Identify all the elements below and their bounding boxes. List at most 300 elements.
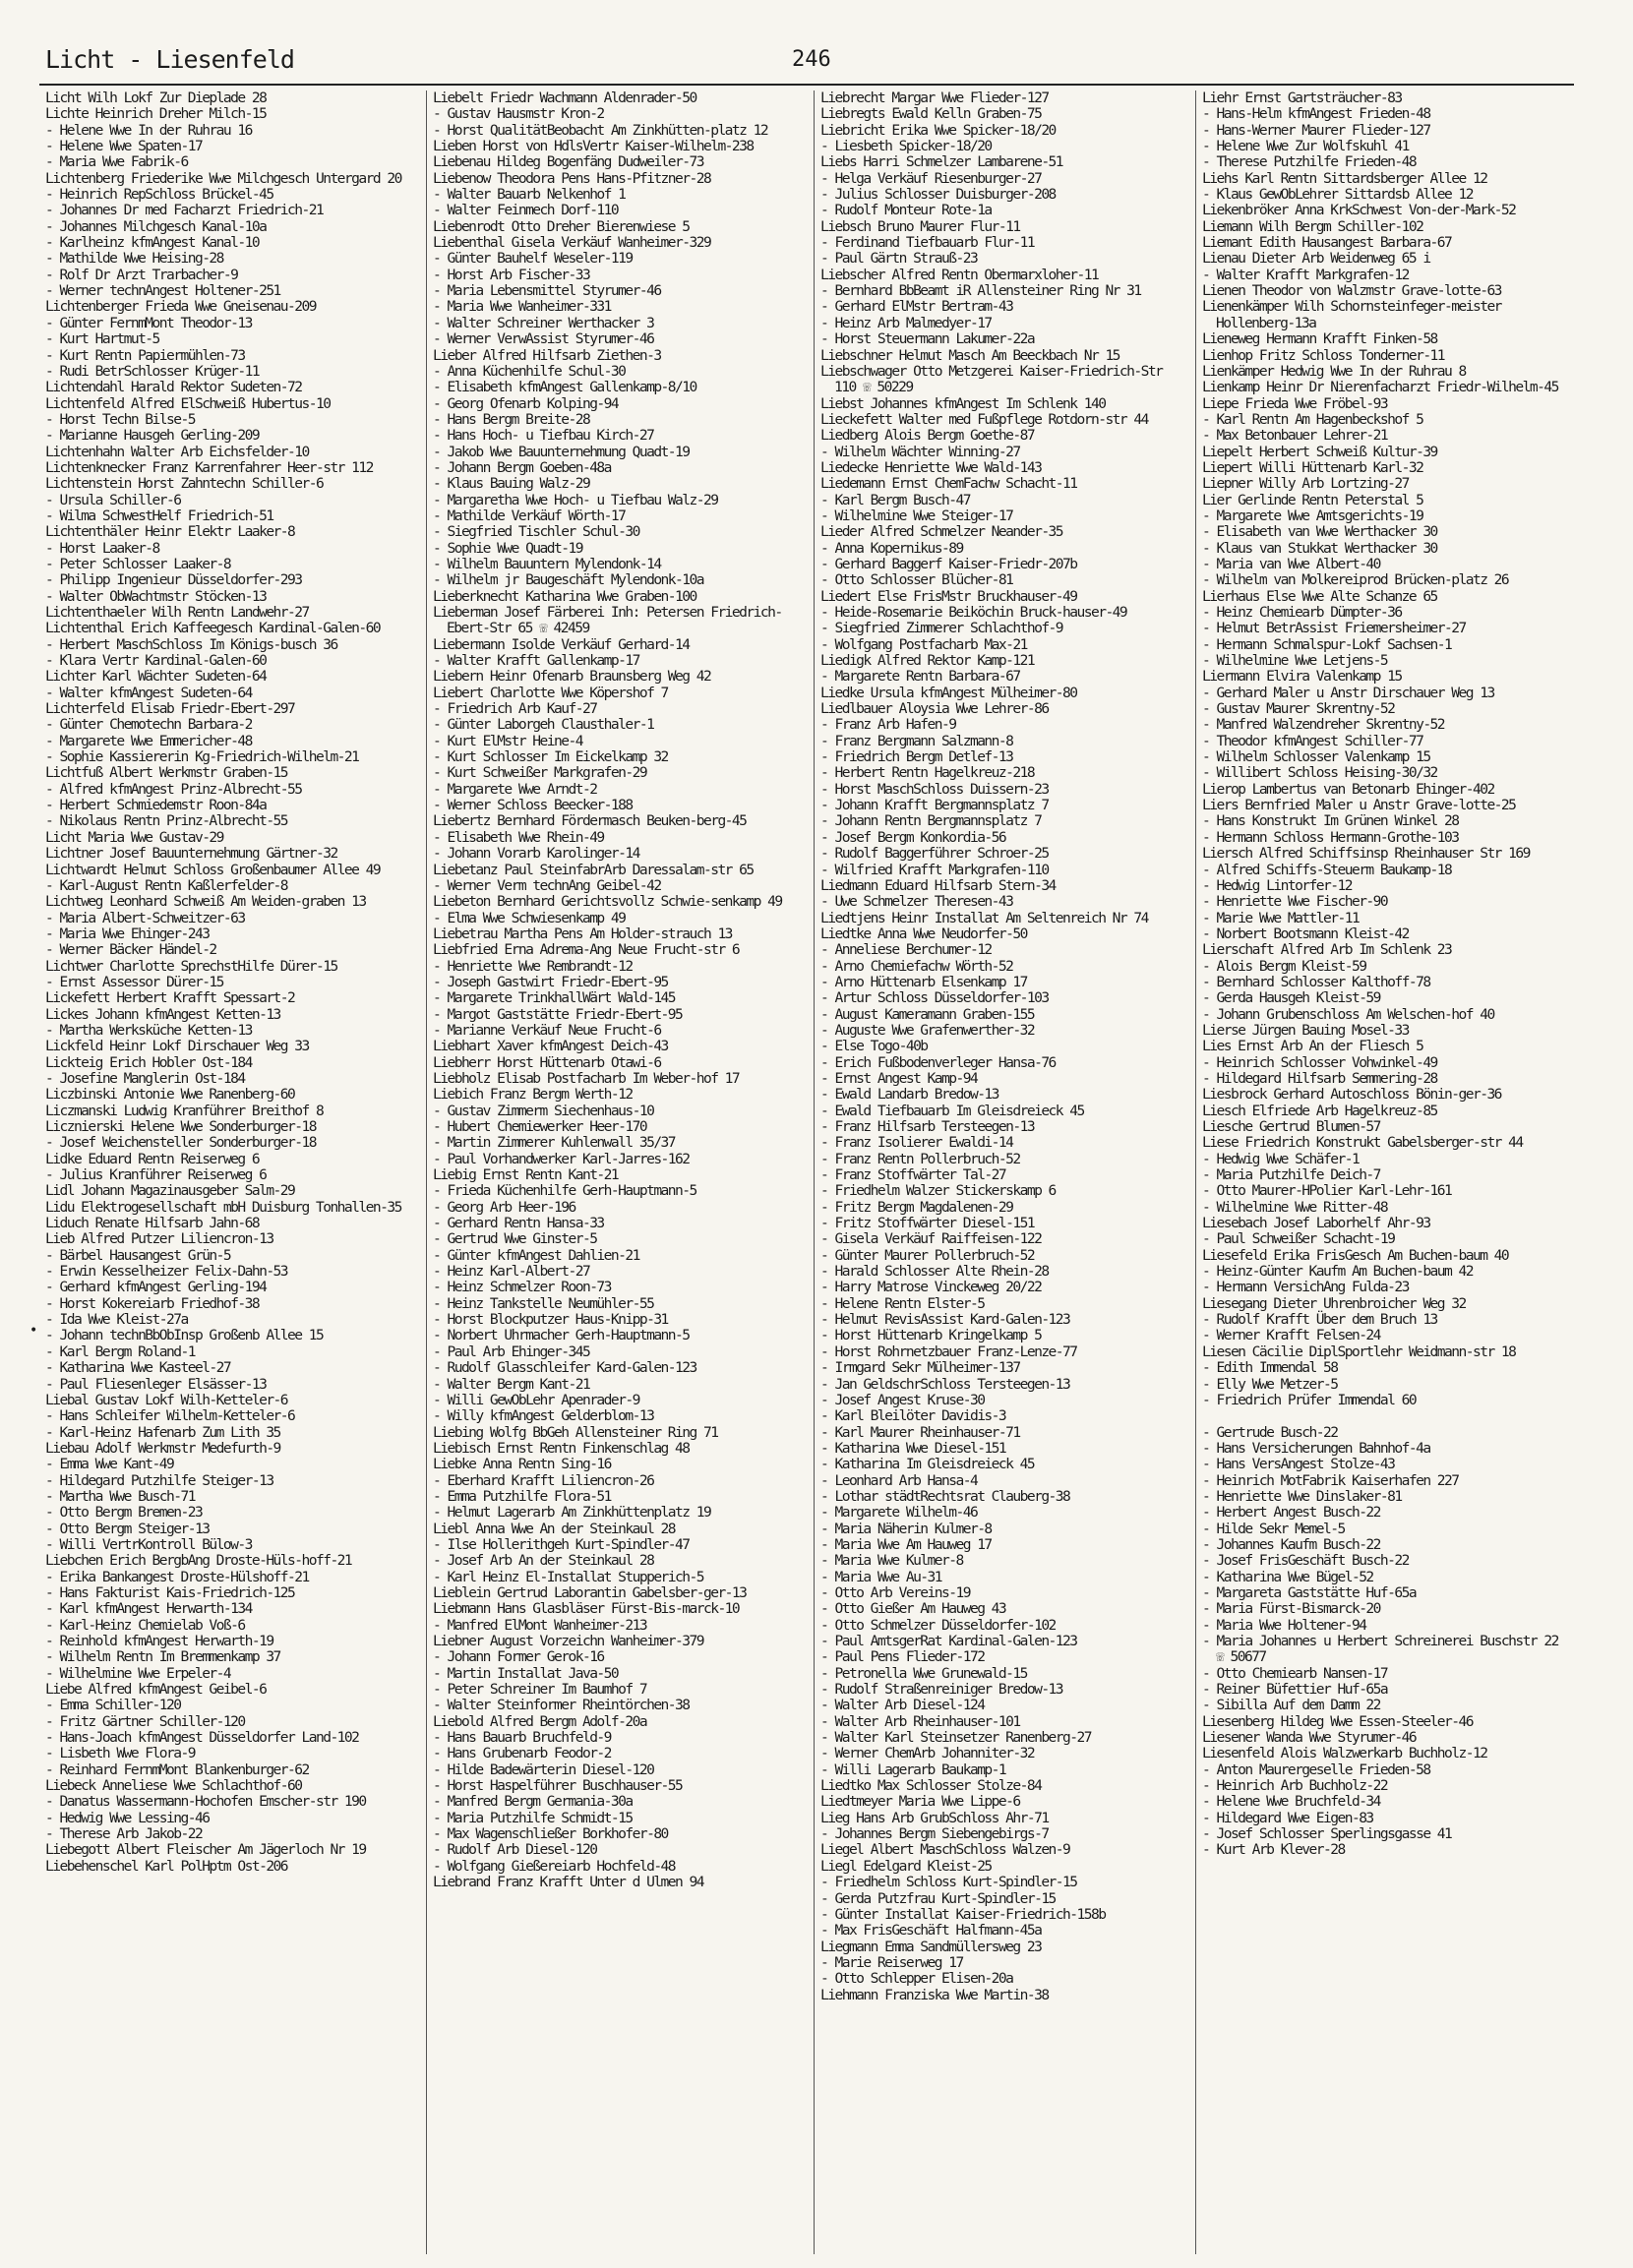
directory-entry: - Margareta Gaststätte Huf-65a [1202, 1583, 1417, 1601]
directory-entry: - Edith Immendal 58 [1202, 1359, 1338, 1377]
directory-entry: - Johann technBbObInsp Großenb Allee 15 [45, 1327, 324, 1344]
directory-entry: Liebelt Friedr Wachmann Aldenrader-50 [433, 90, 696, 106]
directory-entry: - Margot Gaststätte Friedr-Ebert-95 [433, 1005, 683, 1023]
directory-entry: - Franz Arb Hafen-9 [820, 716, 956, 734]
directory-entry: - Elly Wwe Metzer-5 [1202, 1375, 1338, 1393]
directory-entry: - Horst Techn Bilse-5 [45, 410, 195, 428]
directory-entry: - Norbert Uhrmacher Gerh-Hauptmann-5 [433, 1327, 690, 1344]
directory-entry: - Wolfgang Postfacharb Max-21 [820, 635, 1027, 653]
directory-entry: Liebegott Albert Fleischer Am Jägerloch Nr 19 [45, 1841, 366, 1859]
directory-entry: - Friedhelm Schloss Kurt-Spindler-15 [820, 1874, 1077, 1891]
directory-entry: Liebscher Alfred Rentn Obermarxloher-11 [820, 266, 1099, 283]
directory-entry: Lickes Johann kfmAngest Ketten-13 [45, 1005, 280, 1023]
directory-entry: - Josef FrisGeschäft Busch-22 [1202, 1552, 1409, 1570]
directory-entry: Liebing Wolfg BbGeh Allensteiner Ring 71 [433, 1423, 718, 1441]
directory-entry: Liehmann Franziska Wwe Martin-38 [820, 1986, 1049, 2003]
directory-entry: - Walter Schreiner Werthacker 3 [433, 314, 654, 331]
directory-entry: - Emma Schiller-120 [45, 1697, 181, 1714]
directory-entry: - Gerhard Maler u Anstr Dirschauer Weg 13 [1202, 684, 1494, 701]
directory-entry: - Johann Bergm Goeben-48a [433, 458, 611, 476]
directory-entry: Lichtenstein Horst Zahntechn Schiller-6 [45, 475, 324, 493]
directory-entry: Lichtfuß Albert Werkmstr Graben-15 [45, 764, 288, 782]
directory-entry: - Manfred Bergm Germania-30a [433, 1793, 633, 1811]
directory-entry: Liehs Karl Rentn Sittardsberger Allee 12 [1202, 169, 1487, 187]
directory-entry: - Bernhard BbBeamt iR Allensteiner Ring Nr 31 [820, 282, 1141, 300]
directory-entry: - Heide-Rosemarie Beiköchin Bruck-hauser-49 [820, 604, 1127, 621]
margin-mark: • [30, 1323, 38, 1339]
directory-entry: - Rudolf Monteur Rote-1a [820, 202, 992, 219]
directory-entry: - Werner Krafft Felsen-24 [1202, 1327, 1380, 1344]
directory-entry: - Maria Wwe Fabrik-6 [45, 153, 188, 171]
directory-entry: - Max Betonbauer Lehrer-21 [1202, 427, 1388, 445]
directory-entry: - Otto Bergm Steiger-13 [45, 1520, 210, 1537]
directory-entry: - Maria Wwe Wanheimer-331 [433, 298, 611, 316]
directory-entry: - Paul Schweißer Schacht-19 [1202, 1230, 1395, 1248]
directory-entry: - Joseph Gastwirt Friedr-Ebert-95 [433, 973, 668, 990]
directory-entry: Lidu Elektrogesellschaft mbH Duisburg Tonhallen-35 [45, 1198, 401, 1216]
directory-entry: Lichtenthal Erich Kaffeegesch Kardinal-Galen-60 [45, 620, 381, 637]
directory-entry: Lienau Dieter Arb Weidenweg 65 i [1202, 250, 1430, 268]
directory-entry: Liebherr Horst Hüttenarb Otawi-6 [433, 1053, 661, 1071]
directory-entry: Liemant Edith Hausangest Barbara-67 [1202, 234, 1452, 252]
directory-entry: - Hans Fakturist Kais-Friedrich-125 [45, 1583, 295, 1601]
directory-entry: - Jan GeldschrSchloss Tersteegen-13 [820, 1375, 1070, 1393]
directory-entry: Lieben Horst von HdlsVertr Kaiser-Wilhelm-238 [433, 138, 754, 155]
directory-entry: - Sophie Wwe Quadt-19 [433, 539, 582, 557]
directory-entry: - Klaus GewObLehrer Sittardsb Allee 12 [1202, 186, 1473, 204]
directory-entry: - Gerhard ElMstr Bertram-43 [820, 298, 1013, 316]
directory-entry: Lienkämper Hedwig Wwe In der Ruhrau 8 [1202, 362, 1466, 380]
directory-entry: Lienhop Fritz Schloss Tonderner-11 [1202, 346, 1445, 364]
directory-entry: - Norbert Bootsmann Kleist-42 [1202, 925, 1409, 942]
directory-entry: - Klaus Bauing Walz-29 [433, 475, 590, 493]
directory-entry: - Katharina Wwe Diesel-151 [820, 1439, 1006, 1457]
directory-entry: - Heinrich Arb Buchholz-22 [1202, 1777, 1388, 1795]
directory-entry: - Hans Konstrukt Im Grünen Winkel 28 [1202, 812, 1459, 830]
directory-entry: - Ilse Hollerithgeh Kurt-Spindler-47 [433, 1535, 690, 1553]
directory-entry: Liebmann Hans Glasbläser Fürst-Bis-marck-10 [433, 1600, 740, 1618]
directory-entry: - Jakob Wwe Bauunternehmung Quadt-19 [433, 443, 690, 460]
directory-entry: - Hedwig Wwe Schäfer-1 [1202, 1150, 1360, 1167]
directory-entry: - Günter Chemotechn Barbara-2 [45, 716, 252, 734]
directory-entry: - Ewald Tiefbauarb Im Gleisdreieck 45 [820, 1102, 1084, 1119]
directory-entry: - Gertrude Busch-22 [1202, 1423, 1338, 1441]
directory-entry: - Rudolf Baggerführer Schroer-25 [820, 845, 1049, 863]
directory-entry: - Emma Wwe Kant-49 [45, 1456, 174, 1473]
directory-entry: Liepelt Herbert Schweiß Kultur-39 [1202, 443, 1437, 460]
directory-entry: Lidke Eduard Rentn Reiserweg 6 [45, 1150, 260, 1167]
directory-entry: - Johann Rentn Bergmannsplatz 7 [820, 812, 1042, 830]
directory-entry: - Otto Schlepper Elisen-20a [820, 1970, 1013, 1988]
directory-entry: - Fritz Stoffwärter Diesel-151 [820, 1215, 1035, 1232]
directory-entry: - Wilhelm jr Baugeschäft Mylendonk-10a [433, 571, 703, 589]
directory-entry: Liebehenschel Karl PolHptm Ost-206 [45, 1857, 288, 1875]
directory-entry: - Hedwig Wwe Lessing-46 [45, 1809, 210, 1826]
directory-entry: - Henriette Wwe Dinslaker-81 [1202, 1487, 1402, 1505]
directory-entry: - Elisabeth kfmAngest Gallenkamp-8/10 [433, 379, 696, 396]
directory-entry: - Karl-August Rentn Kaßlerfelder-8 [45, 876, 288, 894]
directory-entry: Liedemann Ernst ChemFachw Schacht-11 [820, 475, 1077, 493]
directory-entry: Liesen Cäcilie DiplSportlehr Weidmann-str 18 [1202, 1343, 1516, 1360]
directory-entry: Lierse Jürgen Bauing Mosel-33 [1202, 1021, 1409, 1039]
directory-entry: - Wilhelm Rentn Im Bremmenkamp 37 [45, 1648, 280, 1666]
directory-entry: - Margarete Rentn Barbara-67 [820, 668, 1020, 686]
directory-entry: - Helmut Lagerarb Am Zinkhüttenplatz 19 [433, 1504, 711, 1522]
directory-entry: - Eberhard Krafft Liliencron-26 [433, 1471, 654, 1489]
directory-entry: - Horst Blockputzer Haus-Knipp-31 [433, 1311, 668, 1329]
directory-entry: Lieberknecht Katharina Wwe Graben-100 [433, 587, 696, 605]
directory-entry: Lichtweg Leonhard Schweiß Am Weiden-graben 13 [45, 893, 366, 911]
directory-entry: - Walter Karl Steinsetzer Ranenberg-27 [820, 1729, 1091, 1747]
directory-entry: - Hans-Joach kfmAngest Düsseldorfer Land-102 [45, 1729, 359, 1747]
directory-entry: - Karl-Heinz Chemielab Voß-6 [45, 1616, 245, 1634]
directory-entry: - Kurt Schweißer Markgrafen-29 [433, 764, 647, 782]
directory-entry: - Otto Arb Vereins-19 [820, 1583, 970, 1601]
directory-entry: - Günter FernmMont Theodor-13 [45, 314, 252, 331]
directory-entry: - Liesbeth Spicker-18/20 [820, 138, 992, 155]
directory-entry: - Hans Bergm Breite-28 [433, 410, 590, 428]
directory-entry: - Horst Rohrnetzbauer Franz-Lenze-77 [820, 1343, 1077, 1360]
directory-entry: Lienkamp Heinr Dr Nierenfacharzt Friedr-Wilhelm-45 [1202, 379, 1558, 396]
directory-entry: - Heinz-Günter Kaufm Am Buchen-baum 42 [1202, 1263, 1473, 1281]
directory-entry: Liesefeld Erika FrisGesch Am Buchen-baum 40 [1202, 1246, 1509, 1264]
directory-entry: - Wilma SchwestHelf Friedrich-51 [45, 507, 273, 524]
directory-entry: Lieder Alfred Schmelzer Neander-35 [820, 523, 1063, 541]
directory-entry: Lienen Theodor von Walzmstr Grave-lotte-63 [1202, 282, 1501, 300]
directory-entry: - Elisabeth van Wwe Werthacker 30 [1202, 523, 1437, 541]
directory-entry: - Mathilde Wwe Heising-28 [45, 250, 223, 268]
directory-entry: - Werner Bäcker Händel-2 [45, 941, 216, 959]
directory-entry: - Kurt Schlosser Im Eickelkamp 32 [433, 748, 668, 766]
directory-entry: Lierhaus Else Wwe Alte Schanze 65 [1202, 587, 1437, 605]
directory-entry: - Philipp Ingenieur Düsseldorfer-293 [45, 571, 302, 589]
directory-entry: - Reinhold kfmAngest Herwarth-19 [45, 1633, 273, 1649]
directory-entry: - Julius Kranführer Reiserweg 6 [45, 1166, 267, 1184]
directory-entry: Liebschwager Otto Metzgerei Kaiser-Friedrich-Str 110 ☏ 50229 [820, 362, 1170, 396]
directory-entry: - Artur Schloss Düsseldorfer-103 [820, 989, 1049, 1007]
directory-entry: - Alfred Schiffs-Steuerm Baukamp-18 [1202, 861, 1452, 878]
directory-entry: - Manfred ElMont Wanheimer-213 [433, 1616, 647, 1634]
directory-entry: - Peter Schreiner Im Baumhof 7 [433, 1681, 647, 1699]
directory-entry: Liebfried Erna Adrema-Ang Neue Frucht-str 6 [433, 941, 740, 959]
directory-entry: - Otto Schmelzer Düsseldorfer-102 [820, 1616, 1056, 1634]
directory-entry: Lickefett Herbert Krafft Spessart-2 [45, 989, 295, 1007]
directory-entry: - Franz Hilfsarb Tersteegen-13 [820, 1118, 1035, 1135]
directory-entry: - Kurt Arb Klever-28 [1202, 1841, 1345, 1859]
directory-column-4 [1202, 90, 1568, 2254]
directory-entry: - Heinz Chemiearb Dümpter-36 [1202, 604, 1402, 621]
directory-entry: - Hans Bauarb Bruchfeld-9 [433, 1729, 611, 1747]
directory-entry: - Hubert Chemiewerker Heer-170 [433, 1118, 647, 1135]
directory-entry: - Marie Wwe Mattler-11 [1202, 909, 1360, 926]
directory-entry: - Bernhard Schlosser Kalthoff-78 [1202, 973, 1430, 990]
directory-entry: - Willy kfmAngest Gelderblom-13 [433, 1407, 654, 1425]
directory-entry: - Werner VerwAssist Styrumer-46 [433, 330, 654, 348]
directory-entry: Liehr Ernst Gartsträucher-83 [1202, 90, 1402, 106]
directory-entry: Liekenbröker Anna KrkSchwest Von-der-Mark-52 [1202, 202, 1516, 219]
directory-entry: - Maria Fürst-Bismarck-20 [1202, 1600, 1380, 1618]
directory-entry: Liesenfeld Alois Walzwerkarb Buchholz-12 [1202, 1745, 1487, 1762]
directory-entry: - Manfred Walzendreher Skrentny-52 [1202, 716, 1445, 734]
directory-entry [1202, 1408, 1568, 1424]
directory-entry: - Karl-Heinz Hafenarb Zum Lith 35 [45, 1423, 280, 1441]
directory-entry: - Hans Hoch- u Tiefbau Kirch-27 [433, 427, 654, 445]
directory-entry: Lichtner Josef Bauunternehmung Gärtner-32 [45, 845, 337, 863]
directory-entry: - Heinz Arb Malmedyer-17 [820, 314, 992, 331]
directory-entry: Liczmanski Ludwig Kranführer Breithof 8 [45, 1102, 324, 1119]
directory-entry: - Maria Putzhilfe Deich-7 [1202, 1166, 1380, 1184]
directory-entry: - Hildegard Wwe Eigen-83 [1202, 1809, 1373, 1826]
directory-entry: Liebisch Ernst Rentn Finkenschlag 48 [433, 1439, 690, 1457]
directory-entry: - Paul Fliesenleger Elsässer-13 [45, 1375, 267, 1393]
directory-entry: Liedtmeyer Maria Wwe Lippe-6 [820, 1793, 1020, 1811]
directory-entry: - Ewald Landarb Bredow-13 [820, 1086, 998, 1104]
directory-entry: - Uwe Schmelzer Theresen-43 [820, 893, 1013, 911]
directory-entry: - Maria Wwe Am Hauweg 17 [820, 1535, 992, 1553]
directory-entry: Liedlbauer Aloysia Wwe Lehrer-86 [820, 700, 1049, 718]
directory-entry: Liesche Gertrud Blumen-57 [1202, 1118, 1380, 1135]
directory-entry: - Klara Vertr Kardinal-Galen-60 [45, 652, 267, 670]
directory-entry: - Gustav Hausmstr Kron-2 [433, 105, 604, 123]
directory-entry: Lieb Alfred Putzer Liliencron-13 [45, 1230, 273, 1248]
directory-entry: - Elisabeth Wwe Rhein-49 [433, 828, 604, 846]
directory-entry: Liebs Harri Schmelzer Lambarene-51 [820, 153, 1063, 171]
directory-entry: Liemann Wilh Bergm Schiller-102 [1202, 217, 1423, 235]
directory-entry: - Willi Lagerarb Baukamp-1 [820, 1761, 1006, 1778]
directory-entry: - Herbert Angest Busch-22 [1202, 1504, 1380, 1522]
directory-entry: - Harry Matrose Vinckeweg 20/22 [820, 1279, 1042, 1296]
directory-entry: Lies Ernst Arb An der Fliesch 5 [1202, 1038, 1423, 1055]
directory-entry: - Johannes Kaufm Busch-22 [1202, 1535, 1380, 1553]
directory-entry: Lieberman Josef Färberei Inh: Petersen Friedrich-Ebert-Str 65 ☏ 42459 [433, 604, 782, 637]
directory-entry: - Frieda Küchenhilfe Gerh-Hauptmann-5 [433, 1182, 696, 1200]
directory-entry: Liebrand Franz Krafft Unter d Ulmen 94 [433, 1874, 703, 1891]
directory-entry: - Gisela Verkäuf Raiffeisen-122 [820, 1230, 1042, 1248]
directory-entry: - Georg Ofenarb Kolping-94 [433, 394, 619, 412]
directory-entry: - Helene Wwe Spaten-17 [45, 138, 203, 155]
directory-entry: - Helene Wwe Zur Wolfskuhl 41 [1202, 138, 1409, 155]
directory-entry: - Helene Wwe In der Ruhrau 16 [45, 121, 252, 139]
directory-entry: Liebau Adolf Werkmstr Medefurth-9 [45, 1439, 280, 1457]
directory-entry: - Hilde Badewärterin Diesel-120 [433, 1761, 654, 1778]
directory-entry: - Margaretha Wwe Hoch- u Tiefbau Walz-29 [433, 491, 718, 508]
directory-entry: - Hildegard Hilfsarb Semmering-28 [1202, 1069, 1437, 1087]
directory-entry: Lieckefett Walter med Fußpflege Rotdorn-str 44 [820, 410, 1148, 428]
directory-entry: - Margarete Wilhelm-46 [820, 1504, 978, 1522]
directory-entry: - Anneliese Berchumer-12 [820, 941, 992, 959]
directory-entry: - Ernst Angest Kamp-94 [820, 1069, 978, 1087]
directory-entry: Lichtenhahn Walter Arb Eichsfelder-10 [45, 443, 309, 460]
directory-entry: Liebenow Theodora Pens Hans-Pfitzner-28 [433, 169, 711, 187]
directory-entry: - Horst Hüttenarb Kringelkamp 5 [820, 1327, 1042, 1344]
directory-entry: Lieneweg Hermann Krafft Finken-58 [1202, 330, 1437, 348]
directory-entry: - Hans Versicherungen Bahnhof-4a [1202, 1439, 1430, 1457]
directory-entry: Lierop Lambertus van Betonarb Ehinger-402 [1202, 780, 1494, 798]
directory-entry: Licznierski Helene Wwe Sonderburger-18 [45, 1118, 316, 1135]
directory-entry: - Maria Johannes u Herbert Schreinerei Buschstr 22 ☏ 50677 [1202, 1633, 1566, 1666]
directory-entry: - Gerda Hausgeh Kleist-59 [1202, 989, 1380, 1007]
directory-entry: Lierschaft Alfred Arb Im Schlenk 23 [1202, 941, 1452, 959]
directory-entry: - Julius Schlosser Duisburger-208 [820, 186, 1056, 204]
directory-entry: - Karl Rentn Am Hagenbeckshof 5 [1202, 410, 1423, 428]
directory-entry: - Henriette Wwe Fischer-90 [1202, 893, 1388, 911]
directory-entry: - Helene Wwe Bruchfeld-34 [1202, 1793, 1380, 1811]
directory-entry: - Gustav Zimmerm Siechenhaus-10 [433, 1102, 654, 1119]
directory-entry: Lickteig Erich Hobler Ost-184 [45, 1053, 252, 1071]
directory-entry: - Josef Schlosser Sperlingsgasse 41 [1202, 1825, 1452, 1843]
directory-entry: - Rudolf Glasschleifer Kard-Galen-123 [433, 1359, 696, 1377]
directory-entry: - Margarete Wwe Arndt-2 [433, 780, 597, 798]
directory-entry: - Fritz Bergm Magdalenen-29 [820, 1198, 1013, 1216]
directory-entry: - Horst MaschSchloss Duissern-23 [820, 780, 1049, 798]
directory-entry: - Otto Bergm Bremen-23 [45, 1504, 203, 1522]
directory-column-1 [45, 90, 411, 2254]
directory-entry: Liedtjens Heinr Installat Am Seltenreich Nr 74 [820, 909, 1148, 926]
directory-entry: - Sophie Kassiererin Kg-Friedrich-Wilhelm-21 [45, 748, 359, 766]
directory-entry: - Georg Arb Heer-196 [433, 1198, 575, 1216]
directory-entry: - Marianne Verkäuf Neue Frucht-6 [433, 1021, 661, 1039]
directory-entry: Liesebach Josef Laborhelf Ahr-93 [1202, 1215, 1430, 1232]
directory-entry: - Max Wagenschließer Borkhofer-80 [433, 1825, 668, 1843]
directory-entry: - Walter Krafft Gallenkamp-17 [433, 652, 639, 670]
directory-entry: Liebschner Helmut Masch Am Beeckbach Nr 15 [820, 346, 1119, 364]
directory-entry: - Wilhelmine Wwe Erpeler-4 [45, 1664, 231, 1682]
directory-entry: Liebst Johannes kfmAngest Im Schlenk 140 [820, 394, 1106, 412]
directory-entry: Liebsch Bruno Maurer Flur-11 [820, 217, 1020, 235]
directory-entry: - Kurt Hartmut-5 [45, 330, 159, 348]
directory-entry: - Friedrich Bergm Detlef-13 [820, 748, 1013, 766]
directory-entry: Liedert Else FrisMstr Bruckhauser-49 [820, 587, 1077, 605]
directory-entry: Liebrecht Margar Wwe Flieder-127 [820, 90, 1049, 106]
directory-entry: Liebetanz Paul SteinfabrArb Daressalam-str 65 [433, 861, 754, 878]
directory-entry: - Petronella Wwe Grunewald-15 [820, 1664, 1027, 1682]
directory-entry: - Hans Grubenarb Feodor-2 [433, 1745, 611, 1762]
directory-entry: - Rudi BetrSchlosser Krüger-11 [45, 362, 260, 380]
directory-entry: - Heinz Karl-Albert-27 [433, 1263, 590, 1281]
directory-entry: - Katharina Im Gleisdreieck 45 [820, 1456, 1035, 1473]
directory-entry: Liebal Gustav Lokf Wilh-Ketteler-6 [45, 1391, 288, 1408]
directory-entry: - Heinrich MotFabrik Kaiserhafen 227 [1202, 1471, 1459, 1489]
directory-entry: Liedmann Eduard Hilfsarb Stern-34 [820, 876, 1056, 894]
directory-entry: - Maria Wwe Au-31 [820, 1568, 942, 1585]
directory-entry: - Paul Gärtn Strauß-23 [820, 250, 978, 268]
directory-entry: - Heinrich RepSchloss Brückel-45 [45, 186, 273, 204]
directory-entry: - Johann Krafft Bergmannsplatz 7 [820, 797, 1049, 814]
directory-entry: Liebhart Xaver kfmAngest Deich-43 [433, 1038, 668, 1055]
directory-entry: - Horst Haspelführer Buschhauser-55 [433, 1777, 683, 1795]
directory-entry: - Friedrich Prüfer Immendal 60 [1202, 1391, 1417, 1408]
directory-entry: Liczbinski Antonie Wwe Ranenberg-60 [45, 1086, 295, 1104]
directory-entry: - Danatus Wassermann-Hochofen Emscher-str 190 [45, 1793, 366, 1811]
directory-entry: - Hermann VersichAng Fulda-23 [1202, 1279, 1409, 1296]
directory-entry: Liepert Willi Hüttenarb Karl-32 [1202, 458, 1423, 476]
directory-entry: - Paul Arb Ehinger-345 [433, 1343, 590, 1360]
directory-entry: - Rudolf Krafft Über dem Bruch 13 [1202, 1311, 1437, 1329]
directory-entry: Lickfeld Heinr Lokf Dirschauer Weg 33 [45, 1038, 309, 1055]
directory-entry: - Helga Verkäuf Riesenburger-27 [820, 169, 1042, 187]
directory-entry: - Siegfried Zimmerer Schlachthof-9 [820, 620, 1063, 637]
directory-entry: - Irmgard Sekr Mülheimer-137 [820, 1359, 1020, 1377]
directory-entry: - Martin Zimmerer Kuhlenwall 35/37 [433, 1134, 676, 1152]
directory-entry: - Gustav Maurer Skrentny-52 [1202, 700, 1395, 718]
directory-entry: - Paul AmtsgerRat Kardinal-Galen-123 [820, 1633, 1077, 1649]
directory-entry: Liesegang Dieter Uhrenbroicher Weg 32 [1202, 1294, 1466, 1312]
directory-entry: - Heinrich Schlosser Vohwinkel-49 [1202, 1053, 1437, 1071]
directory-entry: - Reiner Büfettier Huf-65a [1202, 1681, 1388, 1699]
directory-entry: - Leonhard Arb Hansa-4 [820, 1471, 978, 1489]
directory-entry: - Karl Maurer Rheinhauser-71 [820, 1423, 1020, 1441]
directory-entry: - Peter Schlosser Laaker-8 [45, 555, 231, 572]
directory-entry: - Johannes Bergm Siebengebirgs-7 [820, 1825, 1049, 1843]
directory-entry: - Helene Rentn Elster-5 [820, 1294, 985, 1312]
directory-entry: Liedtko Max Schlosser Stolze-84 [820, 1777, 1042, 1795]
column-divider [426, 90, 427, 2254]
directory-entry: Liebner August Vorzeichn Wanheimer-379 [433, 1633, 703, 1649]
directory-entry: - Rolf Dr Arzt Trarbacher-9 [45, 266, 238, 283]
directory-entry: - Günter kfmAngest Dahlien-21 [433, 1246, 639, 1264]
directory-entry: - Wilhelmine Wwe Ritter-48 [1202, 1198, 1388, 1216]
directory-entry: Lier Gerlinde Rentn Peterstal 5 [1202, 491, 1423, 508]
directory-entry: Liebermann Isolde Verkäuf Gerhard-14 [433, 635, 690, 653]
directory-entry: - Paul Vorhandwerker Karl-Jarres-162 [433, 1150, 690, 1167]
page-header [39, 39, 1574, 87]
directory-entry: - Alfred kfmAngest Prinz-Albrecht-55 [45, 780, 302, 798]
directory-entry: Lidl Johann Magazinausgeber Salm-29 [45, 1182, 295, 1200]
directory-entry: Liermann Elvira Valenkamp 15 [1202, 668, 1402, 686]
directory-entry: - Anna Kopernikus-89 [820, 539, 963, 557]
directory-entry: - Gerhard kfmAngest Gerling-194 [45, 1279, 267, 1296]
directory-entry: - Erich Fußbodenverleger Hansa-76 [820, 1053, 1056, 1071]
directory-entry: Lichterfeld Elisab Friedr-Ebert-297 [45, 700, 295, 718]
directory-entry: Liebert Charlotte Wwe Köpershof 7 [433, 684, 668, 701]
directory-entry: Liebern Heinr Ofenarb Braunsberg Weg 42 [433, 668, 711, 686]
directory-entry: - Martin Installat Java-50 [433, 1664, 619, 1682]
directory-entry: - Franz Isolierer Ewaldi-14 [820, 1134, 1013, 1152]
directory-entry: - Therese Putzhilfe Frieden-48 [1202, 153, 1417, 171]
directory-entry: - Hildegard Putzhilfe Steiger-13 [45, 1471, 273, 1489]
directory-entry: Lienenkämper Wilh Schornsteinfeger-meister Hollenberg-13a [1202, 298, 1509, 331]
directory-entry: - Ursula Schiller-6 [45, 491, 181, 508]
directory-entry: - Willi GewObLehr Apenrader-9 [433, 1391, 639, 1408]
directory-entry: Liesch Elfriede Arb Hagelkreuz-85 [1202, 1102, 1437, 1119]
directory-entry: - Josef Bergm Konkordia-56 [820, 828, 1006, 846]
header-rule [39, 84, 1574, 86]
directory-entry: Liegel Albert MaschSchloss Walzen-9 [820, 1841, 1070, 1859]
directory-entry: - Margarete Wwe Emmericher-48 [45, 732, 252, 749]
directory-entry: - Hans VersAngest Stolze-43 [1202, 1456, 1395, 1473]
directory-entry: - Otto Gießer Am Hauweg 43 [820, 1600, 1006, 1618]
directory-entry: - Walter Arb Rheinhauser-101 [820, 1712, 1020, 1730]
directory-entry: - Josef Weichensteller Sonderburger-18 [45, 1134, 316, 1152]
directory-entry: - Otto Schlosser Blücher-81 [820, 571, 1013, 589]
directory-entry: Liebertz Bernhard Fördermasch Beuken-berg-45 [433, 812, 747, 830]
directory-entry: Liebig Ernst Rentn Kant-21 [433, 1166, 619, 1184]
directory-entry: - Günter Bauhelf Weseler-119 [433, 250, 633, 268]
directory-entry: - Rudolf Arb Diesel-120 [433, 1841, 597, 1859]
directory-entry: - Johannes Milchgesch Kanal-10a [45, 217, 267, 235]
directory-entry: Liebold Alfred Bergm Adolf-20a [433, 1712, 647, 1730]
directory-entry: Liegmann Emma Sandmüllersweg 23 [820, 1938, 1042, 1955]
directory-entry: - Otto Chemiearb Nansen-17 [1202, 1664, 1388, 1682]
directory-entry: - Walter Steinformer Rheintörchen-38 [433, 1697, 690, 1714]
directory-entry: - Maria Putzhilfe Schmidt-15 [433, 1809, 633, 1826]
directory-entry: - Karl Bergm Roland-1 [45, 1343, 195, 1360]
directory-entry: Lichtenfeld Alfred ElSchweiß Hubertus-10 [45, 394, 331, 412]
directory-entry: Liebchen Erich BergbAng Droste-Hüls-hoff-21 [45, 1552, 352, 1570]
directory-entry: - Karl Bleilöter Davidis-3 [820, 1407, 1006, 1425]
directory-entry: - Karl Heinz El-Installat Stupperich-5 [433, 1568, 703, 1585]
directory-column-2 [433, 90, 799, 2254]
